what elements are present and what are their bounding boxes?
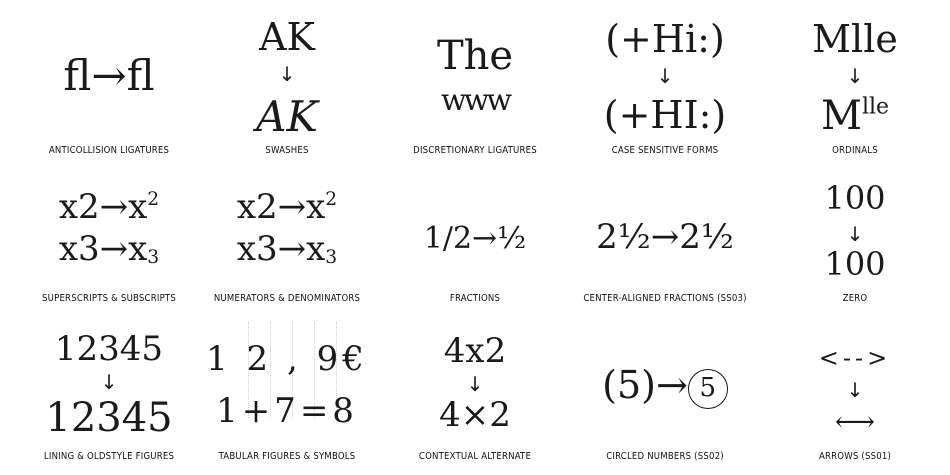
sample-line: www: [440, 83, 510, 118]
sample-line-slashed-zero: 100: [824, 245, 886, 283]
feature-caption: CASE SENSITIVE FORMS: [611, 145, 719, 156]
sample-line: 4×2: [439, 395, 511, 435]
feature-fractions: [380, 148, 570, 306]
feature-anticollision-ligatures: [14, 0, 204, 158]
feature-numerators-denominators: [192, 148, 382, 306]
down-arrow-icon: ↓: [846, 64, 864, 88]
sample-line-swash: AK: [256, 92, 318, 141]
feature-caption: ORDINALS: [832, 145, 878, 156]
feature-discretionary-ligatures: [380, 0, 570, 158]
sample-line: 1/2→½: [423, 221, 527, 256]
feature-circled-numbers: [570, 306, 760, 464]
feature-arrows: [760, 306, 950, 464]
feature-ordinals: [760, 0, 950, 158]
sample-line: $M^{lle}$: [820, 93, 890, 139]
feature-caption: CENTER-ALIGNED FRACTIONS (SS03): [583, 293, 747, 304]
sample-line: ⟷: [834, 405, 876, 438]
down-arrow-icon: ↓: [278, 62, 296, 86]
sample-line: <-->: [818, 344, 892, 372]
sample-line: $x2\to x^2$: [58, 187, 160, 227]
feature-swashes: [192, 0, 382, 158]
sample-line: (+HI:): [603, 93, 727, 137]
feature-superscripts-subscripts: [14, 148, 204, 306]
sample-line: 12345: [45, 395, 173, 441]
feature-caption: FRACTIONS: [449, 293, 501, 304]
feature-caption: ARROWS (SS01): [818, 451, 892, 462]
sample-line: 100: [824, 179, 886, 217]
sample-line: (5)→ 5: [570, 366, 760, 409]
feature-caption: NUMERATORS & DENOMINATORS: [213, 293, 361, 304]
sample-line: The: [436, 33, 514, 79]
sample-line: $x2\to x^2$: [236, 187, 338, 227]
down-arrow-icon: ↓: [846, 378, 864, 402]
feature-zero: [760, 148, 950, 306]
feature-caption: SWASHES: [265, 145, 309, 156]
circled-number: 5: [688, 369, 728, 409]
sample-line: AK: [259, 15, 315, 59]
sample-line: 1 2 , 9€: [206, 339, 368, 379]
feature-contextual-alternate: [380, 306, 570, 464]
sample-line: 2½→2½: [596, 217, 734, 257]
feature-caption: ANTICOLLISION LIGATURES: [48, 145, 170, 156]
down-arrow-icon: ↓: [100, 370, 118, 394]
feature-caption: ZERO: [842, 293, 868, 304]
feature-caption: DISCRETIONARY LIGATURES: [413, 145, 537, 156]
feature-center-aligned-fractions: [570, 148, 760, 306]
down-arrow-icon: ↓: [846, 222, 864, 246]
feature-caption: SUPERSCRIPTS & SUBSCRIPTS: [42, 293, 176, 304]
feature-caption: CIRCLED NUMBERS (SS02): [606, 451, 724, 462]
sample-line: x3→x3: [236, 229, 338, 269]
feature-caption: TABULAR FIGURES & SYMBOLS: [218, 451, 356, 462]
sample-line: 12345: [54, 329, 164, 369]
sample-line: fl→fl: [63, 51, 155, 100]
feature-case-sensitive-forms: [570, 0, 760, 158]
sample-line: 1+7=8: [216, 391, 358, 431]
feature-caption: CONTEXTUAL ALTERNATE: [418, 451, 532, 462]
sample-line: x3→x3: [58, 229, 160, 269]
feature-tabular-figures-symbols: [192, 306, 382, 464]
down-arrow-icon: ↓: [466, 372, 484, 396]
sample-line: Mlle: [812, 17, 898, 61]
feature-lining-oldstyle-figures: [14, 306, 204, 464]
sample-line: 4x2: [443, 331, 507, 371]
sample-line: (+Hi:): [605, 17, 725, 61]
feature-caption: LINING & OLDSTYLE FIGURES: [43, 451, 175, 462]
down-arrow-icon: ↓: [656, 64, 674, 88]
